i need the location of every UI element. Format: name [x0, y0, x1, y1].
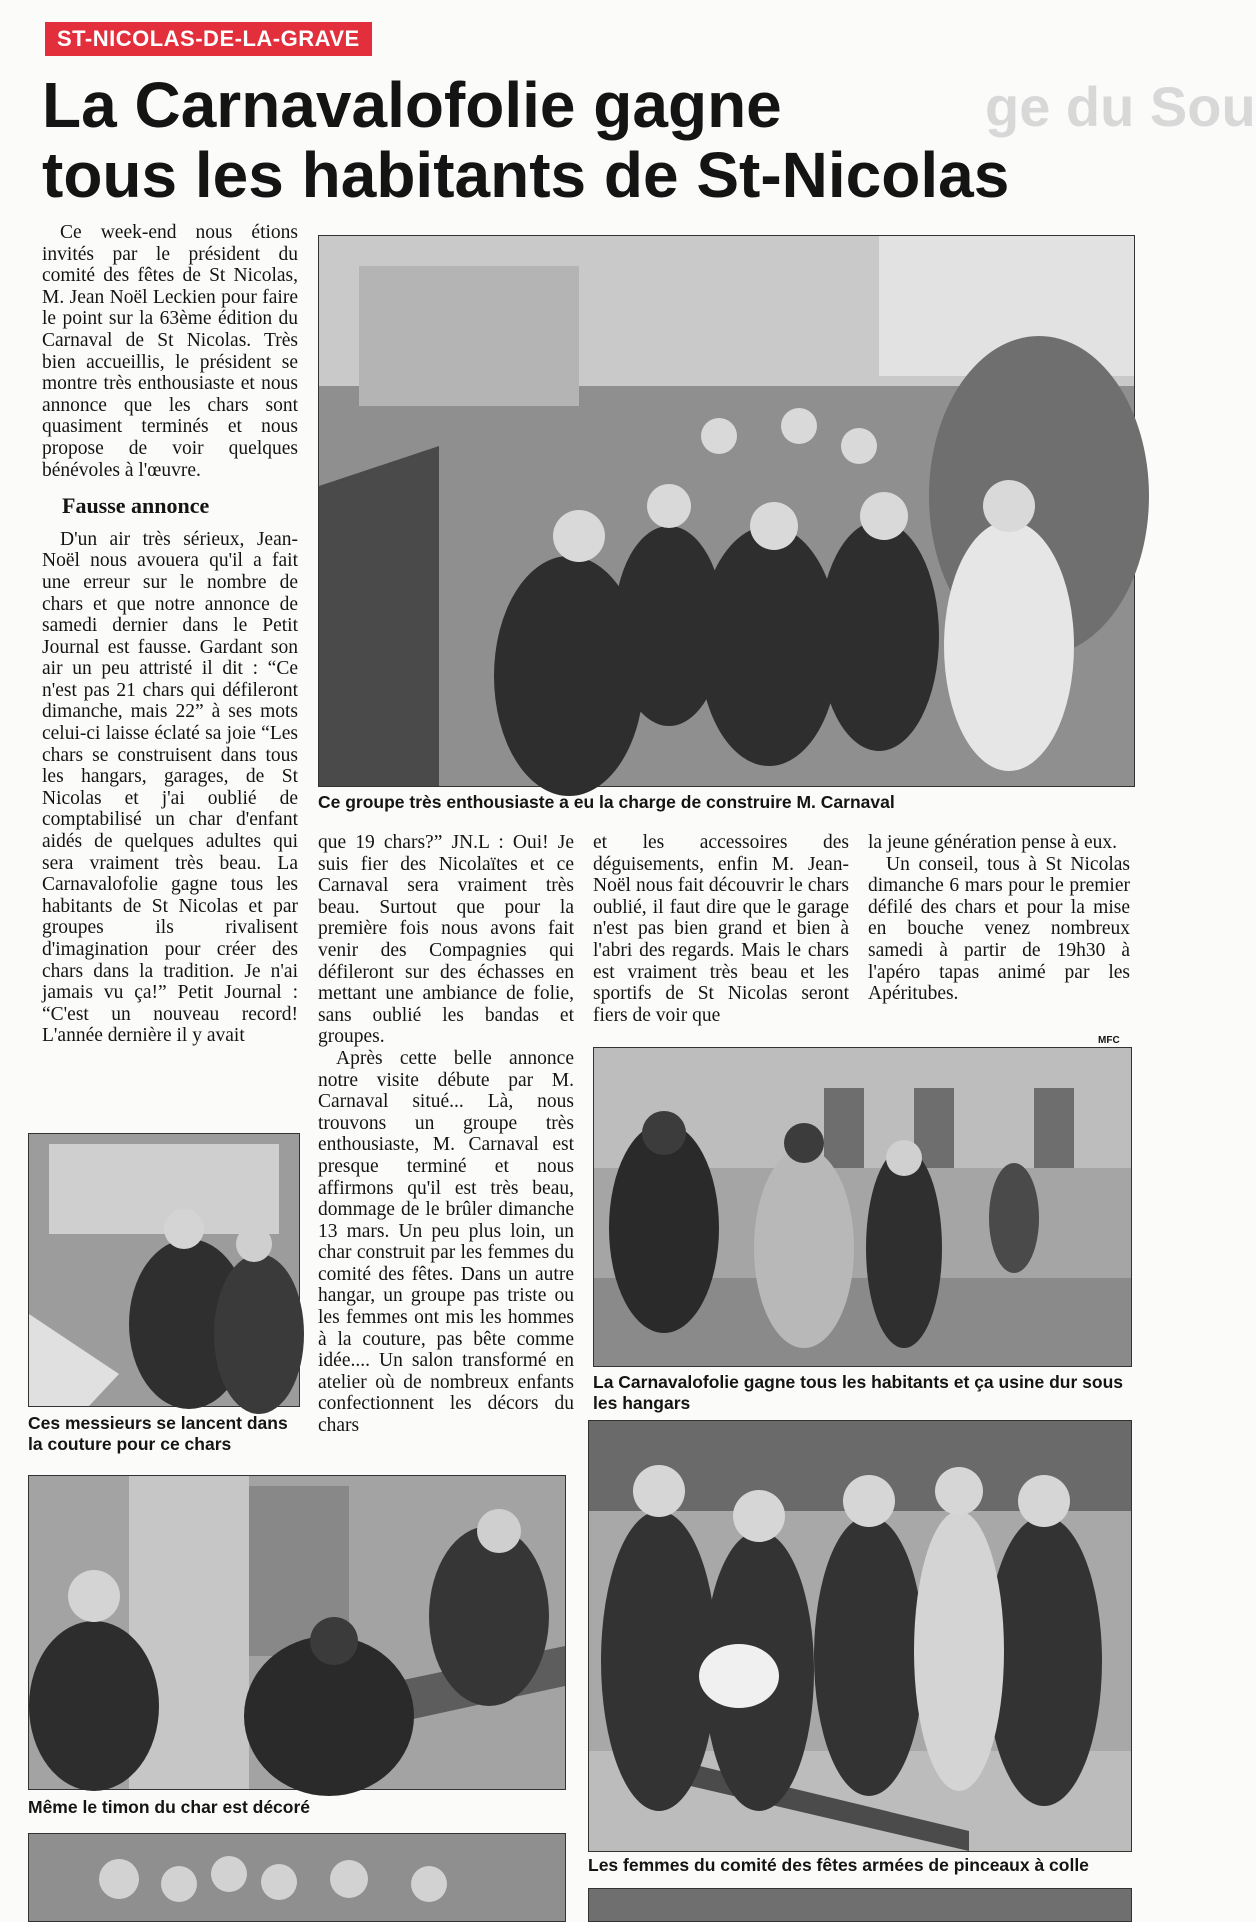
photo-men-sewing-art: [29, 1134, 299, 1406]
article-subhead: Fausse annonce: [62, 493, 210, 519]
headline: [42, 70, 1082, 210]
article-body-col1: D'un air très sérieux, Jean-Noël nous avouera qu'il a fait une erreur sur le nombre de chars et que notre annonce de samedi dernier dans le Petit Journal est fausse. Gardant son air un peu attristé il dit : “Ce n'est pas 21 chars qui défileront dimanche, mais 22” à ses mots celui-ci laisse éclaté sa joie “Les chars se construisent dans tous les hangars, garages, de St Nicolas et j'ai oublié de comptabilisé un char d'enfant aidés de quelques adultes qui sera vraiment très beau. La Carnavalofolie gagne tous les habitants de St Nicolas et par groupes ils rivalisent d'imagination pour créer des chars dans la tradition. Je n'ai jamais vu ça!” Petit Journal : “C'est un nouveau record! L'année dernière il y avait: [42, 528, 298, 1047]
photo-timon: [28, 1475, 566, 1790]
photo-partial-bottom-right-art: [589, 1889, 1131, 1921]
photo-partial-bottom-right: [588, 1888, 1132, 1922]
section-kicker: ST-NICOLAS-DE-LA-GRAVE: [45, 22, 372, 56]
article-column-3: [593, 832, 849, 1026]
photo-partial-bottom-left: [28, 1833, 566, 1922]
article-body-col4-b: Un conseil, tous à St Nicolas dimanche 6 mars pour le premier défilé des chars et pour la mise en bouche venez nombreux samedi à partir de 19h30 à l'apéro tapas animé par les Apéritubes.: [868, 853, 1130, 1005]
article-body-col3: et les accessoires des déguisements, enfin M. Jean-Noël nous fait découvrir le chars oublié, il faut dire que le garage n'est pas bien grand et bien à l'abri des regards. Mais le chars est vraiment très beau et les sportifs de St Nicolas seront fiers de voir que: [593, 832, 849, 1026]
caption-photo-3: La Carnavalofolie gagne tous les habitants et ça usine dur sous les hangars: [593, 1372, 1123, 1413]
photo-women-committee: [588, 1420, 1132, 1852]
photo-men-sewing: [28, 1133, 300, 1407]
article-body-col4-a: la jeune génération pense à eux.: [868, 832, 1118, 853]
ghost-bleed-text: ge du Sou: [985, 75, 1256, 138]
caption-photo-2: Ces messieurs se lancent dans la couture pour ce chars: [28, 1413, 288, 1454]
headline-line-1: La Carnavalofolie gagne: [42, 69, 782, 141]
photo-hangar: [593, 1047, 1132, 1367]
photo-group-m-carnaval: [318, 235, 1135, 787]
article-body-col2-b: Après cette belle annonce notre visite débute par M. Carnaval situé... Là, nous trouvons un groupe très enthousiaste, M. Carnaval est presque terminé et nous affirmons qu'il est très beau, dommage de le brûler dimanche 13 mars. Un peu plus loin, un char construit par les femmes du comité des fêtes. Dans un autre hangar, un groupe pas triste ou les femmes ont mis les hommes à la couture, pas bête comme idée.... Un salon transformé en atelier où de nombreux enfants confectionnent les décors du chars: [318, 1047, 574, 1437]
caption-photo-1: Ce groupe très enthousiaste a eu la charge de construire M. Carnaval: [318, 792, 895, 812]
photo-credit: MFC: [1098, 1035, 1120, 1046]
photo-group-m-carnaval-art: [319, 236, 1134, 786]
article-column-4: [868, 832, 1130, 1005]
caption-photo-5: Les femmes du comité des fêtes armées de pinceaux à colle: [588, 1855, 1089, 1875]
photo-women-committee-art: [589, 1421, 1131, 1851]
article-body-col2-a: que 19 chars?” JN.L : Oui! Je suis fier des Nicolaïtes et ce Carnaval sera vraiment très beau. Surtout que pour la première fois nous avons fait venir des Compagnies qui défileront sur des échasses en mettant une ambiance de folie, sans oublié les bandas et groupes.: [318, 832, 574, 1048]
caption-photo-4: Même le timon du char est décoré: [28, 1797, 311, 1817]
photo-partial-bottom-left-art: [29, 1834, 565, 1921]
headline-line-2: tous les habitants de St-Nicolas: [42, 139, 1010, 211]
article-column-1: [42, 222, 298, 1047]
article-column-2: [318, 832, 574, 1437]
article-intro: Ce week-end nous étions invités par le président du comité des fêtes de St Nicolas, M. Jean Noël Leckien pour faire le point sur la 63ème édition du Carnaval de St Nicolas. Très bien accueillis, le président se montre très enthousiaste et nous annonce que les chars sont quasiment terminés et nous propose de voir quelques bénévoles à l'œuvre.: [42, 222, 298, 481]
photo-timon-art: [29, 1476, 565, 1789]
photo-hangar-art: [594, 1048, 1131, 1366]
